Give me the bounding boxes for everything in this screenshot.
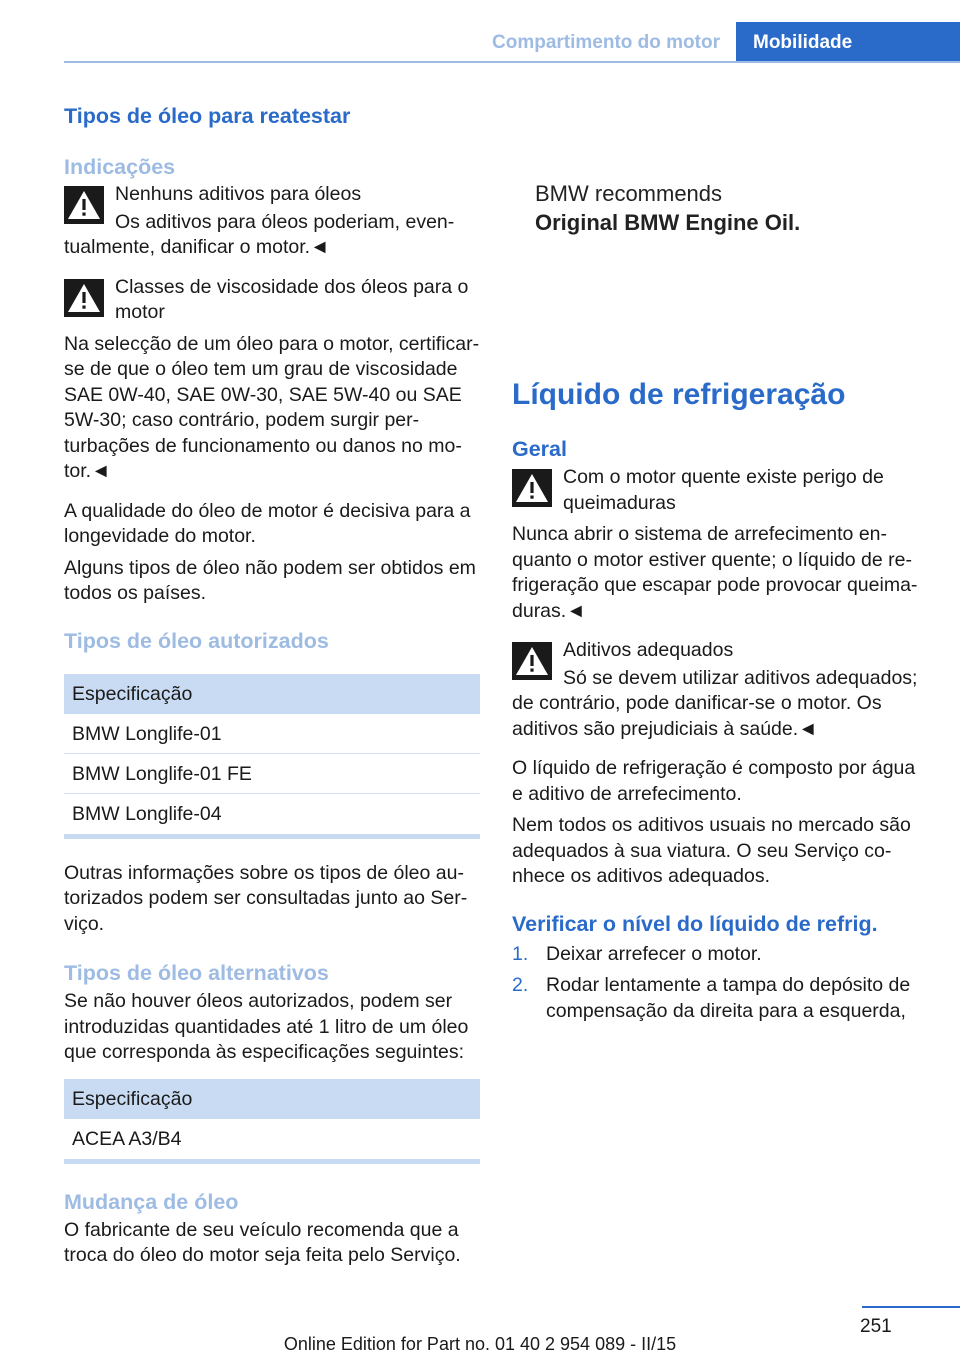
warning-triangle-icon [512, 642, 552, 680]
footer-rule [862, 1306, 960, 1308]
table-header: Especificação [64, 674, 480, 714]
oil-logo-line2: Original BMW Engine Oil. [535, 210, 801, 235]
paragraph-alternative-oils: Se não houver óleos autorizados, podem ser introduzidas quantidades até 1 litro de um óleo que corresponda às especificações seguintes: [64, 990, 469, 1063]
list-item [512, 942, 924, 968]
subheading-approved-oils: Tipos de óleo autorizados [64, 628, 329, 653]
warning-suitable-additives [512, 638, 924, 664]
paragraph-coolant-additives: Nem todos os aditivos usuais no mercado são adequados à sua viatura. O seu Serviço conhece os aditivos adequados. [512, 814, 911, 887]
table-approved-oils [64, 674, 480, 839]
warning-triangle-icon [64, 186, 104, 224]
paragraph-oil-availability: Alguns tipos de óleo não podem ser obtidos em todos os países. [64, 556, 476, 604]
warning-body: Nunca abrir o sistema de arrefecimento enquanto o motor estiver quente; o líquido de refrigeração que escapar pode provocar queimaduras.◄ [512, 523, 918, 622]
list-text: Rodar lentamente a tampa do depósito de compensação da direita para a esquerda, [546, 974, 911, 1022]
list-item [512, 973, 924, 1024]
warning-title: Classes de viscosidade dos óleos para o motor [115, 275, 469, 323]
paragraph-oil-quality: A qualidade do óleo de motor é decisiva para a longevidade do motor. [64, 499, 471, 547]
warning-burn [512, 465, 924, 516]
header-rule [64, 61, 960, 63]
left-column [64, 100, 480, 1269]
warning-body: Só se devem utilizar aditivos adequados; de contrário, pode danificar-se o motor. Os aditivos são prejudiciais à saúde.◄ [512, 666, 918, 740]
right-column [512, 373, 924, 1024]
bmw-oil-logo [535, 180, 875, 238]
header-section-title: Compartimento do motor [492, 32, 720, 53]
warning-body: Na selecção de um óleo para o motor, certificar-se de que o óleo tem um grau de viscosidade SAE 0W-40, SAE 0W-30, SAE 5W-40 ou SAE 5W-30; caso contrário, podem surgir perturbações de funcionamento ou danos no motor.◄ [64, 332, 480, 482]
subheading-geral: Geral [512, 437, 567, 461]
footer-edition: Online Edition for Part no. 01 40 2 954 089 - II/15 [283, 1334, 677, 1354]
subheading-oil-change: Mudança de óleo [64, 1189, 239, 1214]
header-chapter-tab: Mobilidade [736, 22, 960, 63]
page-number: 251 [860, 1316, 892, 1337]
table-row: BMW Longlife-01 FE [64, 754, 480, 794]
subheading-check-level: Verificar o nível do líquido de refrig. [512, 911, 878, 936]
paragraph-coolant-composition: O líquido de refrigeração é composto por água e aditivo de arrefecimento. [512, 757, 916, 805]
table-row: BMW Longlife-04 [72, 802, 222, 825]
table-header: Especificação [64, 1079, 480, 1119]
list-number: 2. [512, 974, 529, 996]
warning-title: Com o motor quente existe perigo de queimaduras [563, 466, 884, 514]
list-text: Deixar arrefecer o motor. [546, 942, 762, 965]
warning-title: Nenhuns aditivos para óleos [115, 183, 362, 205]
section-title-oil-types: Tipos de óleo para reatestar [64, 104, 351, 128]
warning-triangle-icon [512, 469, 552, 507]
warning-title: Aditivos adequados [563, 639, 734, 661]
subheading-alternative-oils: Tipos de óleo alternativos [64, 961, 329, 985]
paragraph-more-info: Outras informações sobre os tipos de óleo autorizados podem ser consultadas junto ao Serviço. [64, 861, 468, 935]
section-title-coolant: Líquido de refrigeração [512, 378, 846, 411]
warning-viscosity [64, 275, 480, 326]
list-number: 1. [512, 942, 529, 965]
paragraph-oil-change: O fabricante de seu veículo recomenda que a troca do óleo do motor seja feita pelo Serviço. [64, 1218, 461, 1266]
table-row: ACEA A3/B4 [72, 1127, 182, 1150]
oil-logo-line1: BMW recommends [535, 181, 723, 206]
warning-triangle-icon [64, 279, 104, 317]
warning-oil-additives [64, 182, 480, 208]
warning-body: Os aditivos para óleos poderiam, eventualmente, danificar o motor.◄ [64, 210, 455, 258]
table-alternative-oils [64, 1079, 480, 1164]
subheading-indicacoes: Indicações [64, 155, 176, 179]
table-row: BMW Longlife-01 [64, 714, 480, 754]
